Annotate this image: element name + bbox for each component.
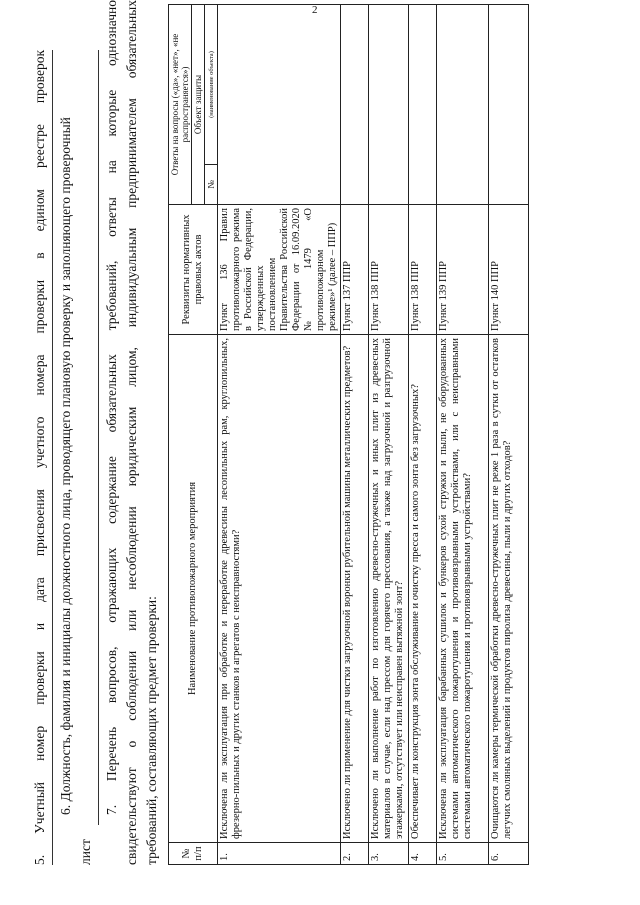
row-requisites: Пункт 140 ППР	[489, 205, 529, 335]
checklist-table	[168, 4, 529, 865]
item-7-line-2: свидетельствуют о соблюдении или несоблюдении юридическим лицом, индивидуальным предпринимателем обязательных	[124, 0, 139, 865]
table-row	[218, 5, 341, 865]
row-num: 3.	[369, 843, 409, 865]
table-row	[409, 5, 437, 865]
row-answer-cell[interactable]	[218, 5, 341, 205]
row-question: Обеспечивает ли конструкция зонта обслуживание и очистку пресса и самого зонта без загрузочных?	[409, 335, 437, 843]
header-answers: Ответы на вопросы («да», «нет», «не распространяется»)	[169, 5, 192, 205]
row-num: 2.	[341, 843, 369, 865]
row-question: Исключена ли эксплуатация барабанных сушилок и бункеров сухой стружки и пыли, не оборудованных системами автоматического пожаротушения и противовзрывными устройствами, или с неисправными системами автоматического пожаротушения и противовзрывными устройствами?	[437, 335, 489, 843]
row-requisites: Пункт 136 Правил противопожарного режима в Российской Федерации, утвержденных постановлением Правительства Российской Федерации от 16.09.2020 № 1479 «О противопожарном режиме»¹ (далее – ППР)	[218, 205, 341, 335]
item-7-line-1: 7. Перечень вопросов, отражающих содержание обязательных требований, ответы на которые однозначно	[104, 0, 119, 815]
underline-item-6	[98, 50, 99, 825]
header-object-name: (наименование объекта)	[205, 5, 218, 165]
item-5-paragraph: 5. Учетный номер проверки и дата присвоения учетного номера проверки в едином реестре проверок	[32, 50, 47, 865]
row-num: 1.	[218, 843, 341, 865]
header-object: Объект защиты	[192, 5, 205, 205]
row-answer-cell[interactable]	[489, 5, 529, 205]
page-number: 2	[312, 4, 318, 16]
item-6-continuation: лист	[78, 839, 93, 865]
row-answer-cell[interactable]	[409, 5, 437, 205]
row-num: 4.	[409, 843, 437, 865]
header-requisites: Реквизиты нормативных правовых актов	[169, 205, 218, 335]
row-answer-cell[interactable]	[437, 5, 489, 205]
table-row	[489, 5, 529, 865]
item-7-line-3: требований, составляющих предмет проверки:	[144, 596, 159, 865]
item-6-paragraph: 6. Должность, фамилия и инициалы должностного лица, проводящего плановую проверку и заполняющего проверочный	[58, 117, 73, 815]
row-requisites: Пункт 139 ППР	[437, 205, 489, 335]
table-row	[437, 5, 489, 865]
row-question: Исключено ли применение для чистки загрузочной воронки рубительной машины металлических предметов?	[341, 335, 369, 843]
table-row	[341, 5, 369, 865]
row-num: 6.	[489, 843, 529, 865]
row-answer-cell[interactable]	[341, 5, 369, 205]
header-num: № п/п	[169, 843, 218, 865]
underline-item-5	[52, 50, 53, 865]
header-object-num: №	[205, 165, 218, 205]
header-name: Наименование противопожарного мероприятия	[169, 335, 218, 843]
row-requisites: Пункт 137 ППР	[341, 205, 369, 335]
row-num: 5.	[437, 843, 489, 865]
row-question: Исключена ли эксплуатация при обработке и переработке древесины лесопильных рам, круглопильных, фрезерно-пильных и других станков и агрегатов с неисправностями?	[218, 335, 341, 843]
row-answer-cell[interactable]	[369, 5, 409, 205]
row-requisites: Пункт 138 ППР	[369, 205, 409, 335]
row-requisites: Пункт 138 ППР	[409, 205, 437, 335]
row-question: Очищаются ли камеры термической обработки древесно-стружечных плит не реже 1 раза в сутки от остатков легучих смоляных выделений и продуктов пиролиза древесины, пыли и других отходов?	[489, 335, 529, 843]
table-row	[369, 5, 409, 865]
row-question: Исключено ли выполнение работ по изготовлению древесно-стружечных и иных плит из древесных материалов в случае, если над прессом для горячего прессования, а также над загрузочной и разгрузочной этажерками, отсутствует или неисправен вытяжной зонт?	[369, 335, 409, 843]
